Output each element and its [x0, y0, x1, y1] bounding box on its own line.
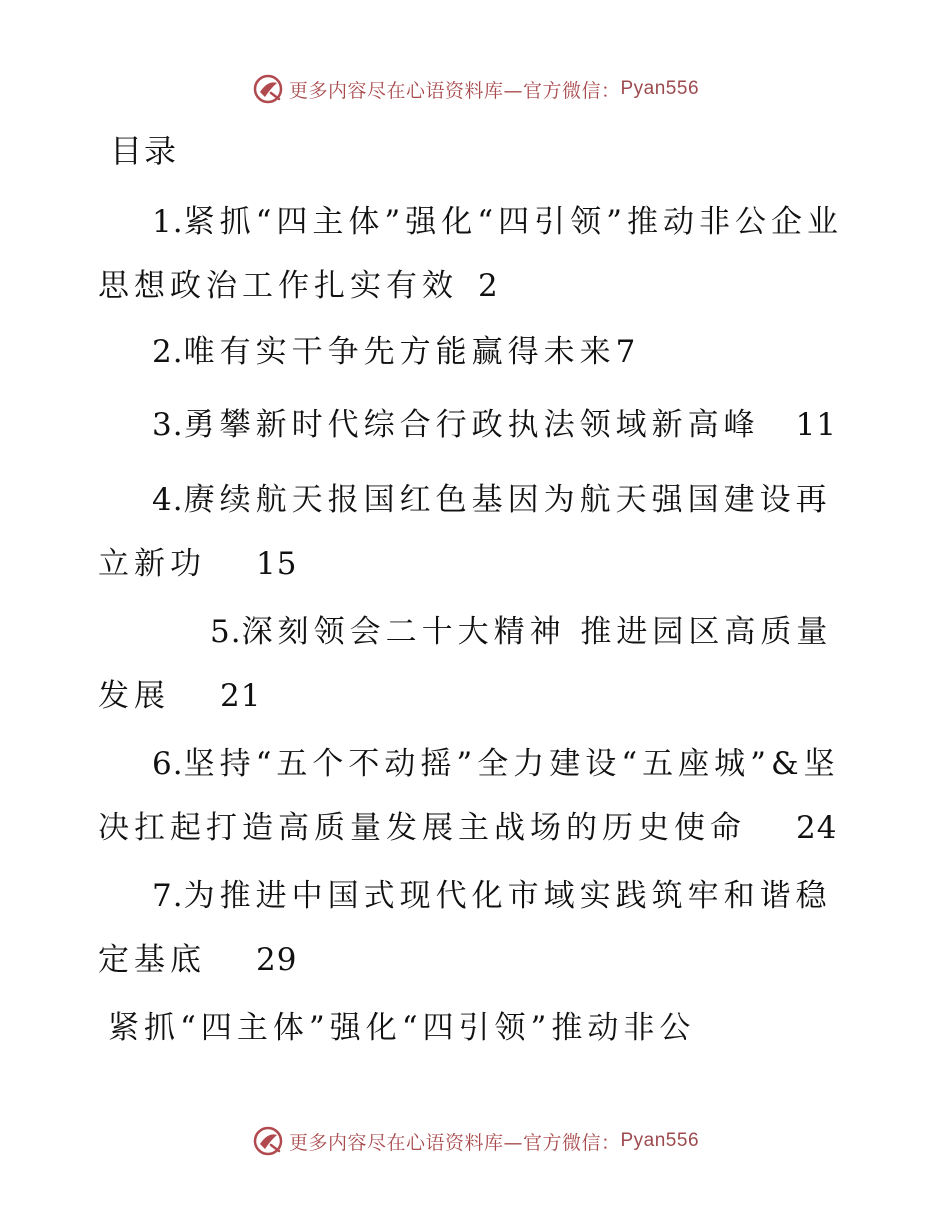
toc-entry-title: 勇攀新时代综合行政执法领域新高峰 — [183, 407, 760, 443]
toc-entry-page: 21 — [220, 678, 262, 714]
section-title: 紧抓“四主体”强化“四引领”推动非公 — [108, 1010, 696, 1046]
toc-entry-number: 4. — [152, 482, 184, 518]
toc-entry-3[interactable] — [98, 393, 858, 457]
toc-entry-2[interactable] — [98, 320, 858, 384]
toc-entry-page: 2 — [478, 268, 499, 304]
toc-entry-number: 6. — [152, 746, 184, 782]
watermark-text: 更多内容尽在心语资料库—官方微信： — [288, 79, 621, 102]
toc-entry-number: 3. — [152, 407, 184, 443]
toc-entry-1[interactable] — [98, 190, 858, 318]
toc-heading: 目录 — [110, 132, 179, 170]
toc-entry-5[interactable] — [98, 600, 858, 728]
toc-entry-number: 1. — [152, 204, 184, 240]
toc-entry-number: 5. — [210, 614, 242, 650]
toc-entry-title: 赓续航天报国红色基因为航天强国建设再立新功 — [98, 482, 832, 582]
toc-entry-title: 唯有实干争先方能赢得未来 — [183, 334, 616, 370]
watermark-banner-bottom — [0, 1124, 950, 1158]
toc-entry-page: 11 — [795, 407, 838, 443]
toc-entry-title: 为推进中国式现代化市域实践筑牢和谐稳定基底 — [98, 878, 832, 978]
toc-entry-title: 坚持“五个不动摇”全力建设“五座城”&坚决扛起打造高质量发展主战场的历史使命 — [98, 746, 840, 846]
toc-entry-title: 深刻领会二十大精神 推进园区高质量发展 — [98, 614, 833, 714]
wechat-id: Pyan556 — [620, 1130, 700, 1151]
toc-entry-4[interactable] — [98, 468, 858, 596]
wechat-id: Pyan556 — [620, 78, 700, 99]
toc-entry-number: 2. — [152, 334, 184, 370]
toc-entry-6[interactable] — [98, 732, 868, 860]
brand-logo-icon — [251, 1124, 285, 1158]
toc-entry-page: 7 — [615, 334, 637, 370]
toc-entry-7[interactable] — [98, 864, 858, 992]
toc-entry-page: 24 — [796, 810, 838, 846]
watermark-text: 更多内容尽在心语资料库—官方微信： — [288, 1131, 621, 1154]
toc-entry-page: 15 — [256, 546, 298, 582]
toc-entry-title: 紧抓“四主体”强化“四引领”推动非公企业思想政治工作扎实有效 — [98, 204, 843, 304]
toc-entry-number: 7. — [152, 878, 184, 914]
toc-entry-page: 29 — [256, 942, 298, 978]
